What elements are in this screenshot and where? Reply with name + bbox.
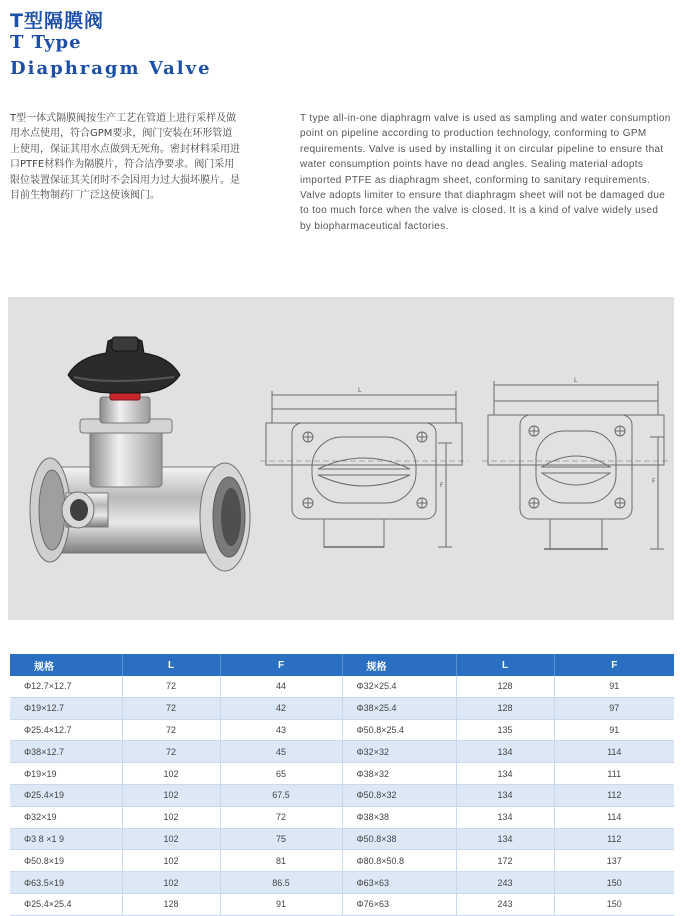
description-en: T type all-in-one diaphragm valve is used as sampling and water consumption point on pipeline according to production technology, conforming to GPM requirements. Valve is used by installing it on circular pipeline to ensure that water consumption points have no dead angles. Sealing material adopts imported PTFE as diaphragm sheet, conforming to sanitary requirements. Valve adopts limiter to ensure that diaphragm sheet will not be damaged due to too much force when the valve is closed. It is a kind of valve widely used by biopharmaceutical factories. [300, 113, 671, 232]
table-cell: Φ25.4×19 [10, 784, 122, 806]
table-cell: 75 [220, 828, 342, 850]
title-en-line2: Diaphragm Valve [10, 58, 212, 79]
table-cell: Φ38×38 [342, 806, 456, 828]
table-cell: 128 [122, 893, 220, 915]
drawing2-dim-f: F [652, 478, 656, 485]
table-cell: 243 [456, 872, 554, 894]
header-f-2: F [554, 654, 674, 676]
table-cell: Φ32×32 [342, 741, 456, 763]
table-cell: 102 [122, 763, 220, 785]
table-cell: Φ32×25.4 [342, 676, 456, 697]
header-l: L [122, 654, 220, 676]
drawing1-dim-l: L [358, 387, 362, 394]
table-cell: 128 [456, 697, 554, 719]
header-spec: 规格 [10, 654, 122, 676]
table-cell: 72 [122, 697, 220, 719]
table-cell: Φ3 8 ×1 9 [10, 828, 122, 850]
table-cell: 102 [122, 828, 220, 850]
table-cell: 102 [122, 872, 220, 894]
table-cell: 128 [456, 676, 554, 697]
table-row [10, 763, 674, 785]
table-cell: 111 [554, 763, 674, 785]
table-row [10, 872, 674, 894]
table-cell: Φ50.8×32 [342, 784, 456, 806]
table-cell: 67.5 [220, 784, 342, 806]
table-cell: 91 [554, 676, 674, 697]
header-l-2: L [456, 654, 554, 676]
table-row [10, 697, 674, 719]
header-f: F [220, 654, 342, 676]
product-image-panel [8, 297, 674, 620]
title-en-line1: T Type [10, 32, 82, 53]
table-cell: Φ38×12.7 [10, 741, 122, 763]
table-cell: Φ19×19 [10, 763, 122, 785]
table-cell: 134 [456, 763, 554, 785]
table-cell: 91 [554, 719, 674, 741]
table-cell: Φ38×32 [342, 763, 456, 785]
table-cell: 112 [554, 784, 674, 806]
table-cell: 42 [220, 697, 342, 719]
drawing2-dim-l: L [574, 377, 578, 384]
table-cell: Φ63×63 [342, 872, 456, 894]
description-cn: T型一体式隔膜阀按生产工艺在管道上进行采样及做用水点使用，符合GPM要求，阀门安装在环形管道上使用，保证其用水点做到无死角。密封材料采用进口PTFE材料作为隔膜片，符合洁净要求。阀门采用限位装置保证其关闭时不会因用力过大损坏膜片。是目前生物制药厂广泛这使该阀门。 [10, 113, 240, 202]
table-cell: 112 [554, 828, 674, 850]
table-cell: Φ63.5×19 [10, 872, 122, 894]
table-cell: 72 [122, 676, 220, 697]
table-cell: 72 [122, 719, 220, 741]
spec-table [10, 654, 674, 916]
table-cell: Φ50.8×25.4 [342, 719, 456, 741]
header-spec-2: 规格 [342, 654, 456, 676]
table-row [10, 828, 674, 850]
table-cell: 134 [456, 784, 554, 806]
table-cell: 81 [220, 850, 342, 872]
table-cell: Φ80.8×50.8 [342, 850, 456, 872]
table-cell: Φ50.8×19 [10, 850, 122, 872]
title-cn: T型隔膜阀 [10, 10, 104, 32]
table-cell: 137 [554, 850, 674, 872]
technical-drawing-1 [260, 391, 468, 547]
table-cell: 65 [220, 763, 342, 785]
table-cell: 172 [456, 850, 554, 872]
table-row [10, 806, 674, 828]
spec-table-body [10, 676, 674, 915]
table-row [10, 676, 674, 697]
table-cell: 72 [220, 806, 342, 828]
valve-photo [30, 337, 250, 571]
table-cell: 135 [456, 719, 554, 741]
table-cell: 134 [456, 828, 554, 850]
table-row [10, 784, 674, 806]
drawing1-dim-f: F [440, 482, 444, 489]
table-cell: Φ25.4×25.4 [10, 893, 122, 915]
table-row [10, 850, 674, 872]
table-cell: 134 [456, 806, 554, 828]
table-cell: 114 [554, 806, 674, 828]
technical-drawing-2 [482, 381, 670, 549]
table-cell: 114 [554, 741, 674, 763]
table-cell: 72 [122, 741, 220, 763]
table-cell: 43 [220, 719, 342, 741]
table-cell: 102 [122, 784, 220, 806]
table-row [10, 893, 674, 915]
table-cell: 91 [220, 893, 342, 915]
table-cell: Φ32×19 [10, 806, 122, 828]
table-cell: Φ38×25.4 [342, 697, 456, 719]
table-cell: 243 [456, 893, 554, 915]
table-row [10, 719, 674, 741]
table-cell: 45 [220, 741, 342, 763]
table-cell: 134 [456, 741, 554, 763]
table-cell: Φ25.4×12.7 [10, 719, 122, 741]
table-cell: Φ12.7×12.7 [10, 676, 122, 697]
table-cell: 102 [122, 806, 220, 828]
table-cell: 44 [220, 676, 342, 697]
table-cell: 97 [554, 697, 674, 719]
table-cell: Φ19×12.7 [10, 697, 122, 719]
table-cell: 102 [122, 850, 220, 872]
table-cell: 86.5 [220, 872, 342, 894]
table-cell: Φ76×63 [342, 893, 456, 915]
spec-table-header [10, 654, 674, 676]
table-row [10, 741, 674, 763]
table-cell: Φ50.8×38 [342, 828, 456, 850]
table-cell: 150 [554, 893, 674, 915]
table-cell: 150 [554, 872, 674, 894]
